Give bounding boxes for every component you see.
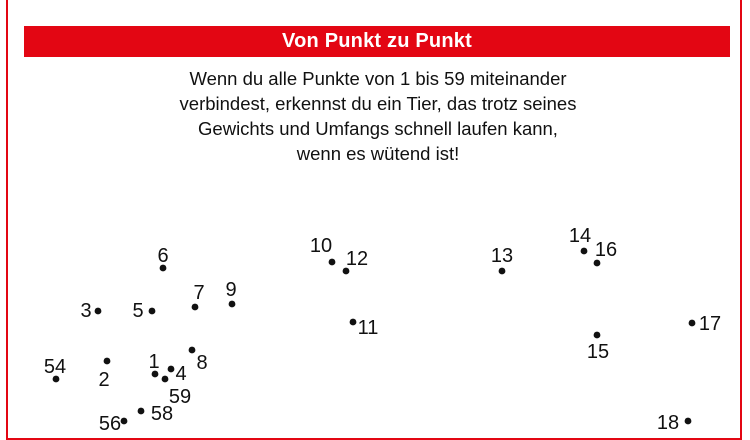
puzzle-dot [189,347,196,354]
puzzle-dot-label: 11 [357,317,379,339]
puzzle-dot-label: 58 [150,403,174,425]
instructions-line: wenn es wütend ist! [296,143,460,164]
instructions-line: verbindest, erkennst du ein Tier, das trotz seines [179,93,577,114]
puzzle-dot-label: 4 [175,363,187,385]
puzzle-dot [168,366,175,373]
puzzle-dot-label: 59 [168,386,192,408]
puzzle-dot-label: 16 [594,239,618,261]
puzzle-dot-label: 6 [157,245,169,267]
puzzle-point-9 [225,279,236,307]
puzzle-point-2 [98,358,110,391]
puzzle-point-1 [148,351,159,377]
puzzle-dot [581,248,588,255]
puzzle-dot-label: 14 [568,225,592,247]
puzzle-dot [689,320,696,327]
puzzle-dot [499,268,506,275]
puzzle-point-11 [350,317,379,339]
puzzle-point-6 [157,245,168,271]
puzzle-dot-label: 5 [132,300,144,322]
instructions-line: Gewichts und Umfangs schnell laufen kann, [198,118,558,139]
puzzle-dot-label: 17 [698,313,722,335]
puzzle-dot [329,259,336,266]
puzzle-point-14 [569,225,591,254]
puzzle-dot [350,319,357,326]
puzzle-point-12 [343,248,369,274]
puzzle-dot-label: 7 [193,282,205,304]
puzzle-point-10 [310,235,336,265]
puzzle-dot-label: 13 [490,245,514,267]
puzzle-point-17 [689,313,722,335]
puzzle-dot [138,408,145,415]
puzzle-point-15 [587,332,609,363]
puzzle-dot-label: 12 [345,248,369,270]
puzzle-dot-label: 9 [225,279,237,301]
puzzle-dot-label: 1 [148,351,160,373]
puzzle-point-13 [491,245,513,274]
puzzle-dot [149,308,156,315]
puzzle-dot [104,358,111,365]
puzzle-dot [192,304,199,311]
puzzle-dot-label: 56 [98,413,122,435]
puzzle-point-8 [189,347,208,374]
puzzle-dot-label: 10 [309,235,333,257]
puzzle-dot-label: 2 [98,369,110,391]
puzzle-point-4 [168,363,187,385]
page-title: Von Punkt zu Punkt [24,26,730,57]
puzzle-dot [95,308,102,315]
puzzle-dot-label: 54 [43,356,67,378]
puzzle-point-16 [594,239,618,266]
puzzle-point-7 [192,282,205,310]
puzzle-point-5 [132,300,155,322]
instructions-line: Wenn du alle Punkte von 1 bis 59 miteinander [189,68,567,89]
puzzle-dot [162,376,169,383]
puzzle-dot-label: 15 [586,341,610,363]
puzzle-dot-label: 3 [80,300,92,322]
puzzle-dot-label: 8 [196,352,208,374]
puzzle-dot [229,301,236,308]
puzzle-dot [594,332,601,339]
puzzle-point-54 [44,356,66,382]
puzzle-dot-label: 18 [656,412,680,434]
puzzle-dot [685,418,692,425]
puzzle-dot [121,418,128,425]
puzzle-point-3 [80,300,101,322]
